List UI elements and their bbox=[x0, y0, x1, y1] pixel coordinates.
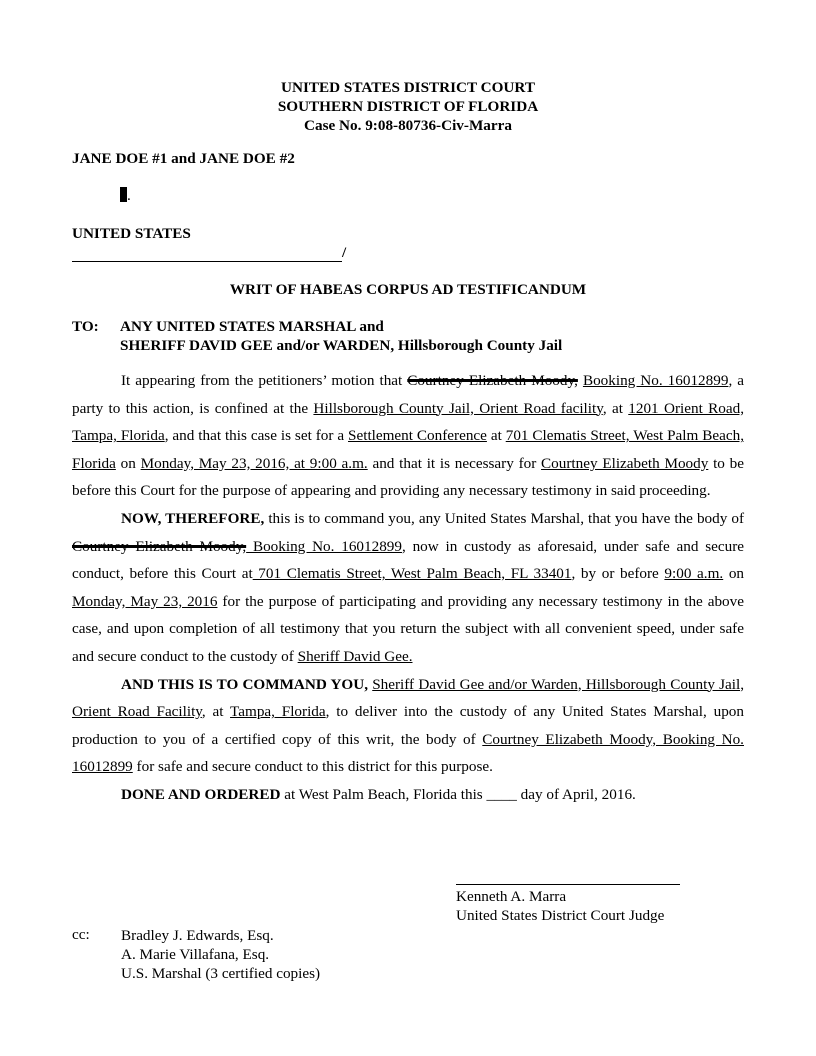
signature-line bbox=[456, 884, 680, 885]
court-name: UNITED STATES DISTRICT COURT bbox=[281, 79, 535, 96]
redaction-block bbox=[120, 187, 127, 202]
caption-slash: / bbox=[342, 244, 347, 261]
cc-recipient: U.S. Marshal (3 certified copies) bbox=[121, 965, 321, 982]
redacted-name: Courtney Elizabeth Moody, bbox=[72, 537, 247, 555]
court-header bbox=[0, 78, 816, 135]
judge-title: United States District Court Judge bbox=[456, 907, 665, 924]
body bbox=[72, 367, 744, 809]
text: for safe and secure conduct to this district for this purpose. bbox=[132, 758, 493, 776]
hearing-time: 9:00 a.m. bbox=[664, 565, 724, 583]
court-address: 701 Clematis Street, West Palm Beach, FL 33401 bbox=[252, 565, 572, 583]
facility-address: 1201 Orient Road, Tampa, Florida bbox=[72, 399, 744, 445]
cc-list bbox=[121, 926, 320, 983]
text: on bbox=[115, 454, 141, 472]
text: , now in custody as aforesaid, under safe and secure conduct, before this Court at bbox=[72, 537, 745, 583]
event: Settlement Conference bbox=[348, 427, 487, 445]
facility: Hillsborough County Jail, Orient Road facility bbox=[313, 399, 603, 417]
versus-line bbox=[120, 187, 131, 205]
subject-name: Courtney Elizabeth Moody bbox=[541, 454, 709, 472]
sheriff-name: Sheriff David Gee. bbox=[297, 647, 413, 665]
to-recipient-1: ANY UNITED STATES MARSHAL and bbox=[120, 318, 384, 335]
cc-recipient: Bradley J. Edwards, Esq. bbox=[121, 927, 274, 944]
text: , by or before bbox=[571, 565, 665, 583]
defendant: UNITED STATES bbox=[72, 225, 191, 242]
cc-recipient: A. Marie Villafana, Esq. bbox=[121, 946, 270, 963]
hearing-date: Monday, May 23, 2016 bbox=[72, 592, 218, 610]
text: , to deliver into the custody of any United States Marshal, upon production to you of a certified copy of this writ, the body of bbox=[72, 703, 744, 748]
hearing-date: Monday, May 23, 2016, at 9:00 a.m. bbox=[140, 454, 368, 472]
lead-command: AND THIS IS TO COMMAND YOU, bbox=[121, 675, 369, 693]
text: to be before this Court for the purpose of appearing and providing any necessary testimony in said proceeding. bbox=[72, 454, 744, 500]
caption-underline bbox=[72, 247, 342, 262]
city: Tampa, Florida bbox=[230, 703, 326, 721]
custodian: Sheriff David Gee and/or Warden, Hillsborough County Jail, Orient Road Facility bbox=[72, 675, 744, 721]
paragraph-1 bbox=[72, 367, 744, 505]
text: It appearing from the petitioners’ motion that bbox=[121, 372, 408, 389]
subject-name: Courtney Elizabeth Moody, Booking No. 16012899 bbox=[72, 730, 744, 776]
text: , at bbox=[602, 399, 629, 417]
text: this is to command you, any United States Marshal, that you have the body of bbox=[264, 509, 745, 527]
caption-rule bbox=[72, 244, 346, 262]
paragraph-2 bbox=[72, 505, 744, 671]
versus-mark: . bbox=[127, 187, 131, 204]
court-address: 701 Clematis Street, West Palm Beach, Florida bbox=[72, 427, 744, 472]
judge-name: Kenneth A. Marra bbox=[456, 888, 567, 905]
text: at bbox=[486, 427, 506, 445]
paragraph-3 bbox=[72, 671, 744, 781]
text: on bbox=[723, 565, 745, 583]
case-number: Case No. 9:08-80736-Civ-Marra bbox=[304, 117, 512, 134]
booking-number: Booking No. 16012899 bbox=[246, 537, 402, 555]
to-recipient-2: SHERIFF DAVID GEE and/or WARDEN, Hillsborough County Jail bbox=[120, 337, 563, 354]
text: , and that this case is set for a bbox=[164, 427, 349, 445]
booking-number: Booking No. 16012899 bbox=[582, 372, 729, 389]
district-name: SOUTHERN DISTRICT OF FLORIDA bbox=[277, 98, 539, 115]
text: and that it is necessary for bbox=[367, 454, 542, 472]
to-label: TO: bbox=[72, 318, 99, 335]
plaintiffs: JANE DOE #1 and JANE DOE #2 bbox=[72, 150, 295, 167]
text: , at bbox=[201, 703, 231, 721]
text: , a party to this action, is confined at the bbox=[72, 372, 745, 417]
document-title: WRIT OF HABEAS CORPUS AD TESTIFICANDUM bbox=[229, 281, 587, 298]
redacted-name: Courtney Elizabeth Moody, bbox=[407, 372, 578, 389]
cc-label: cc: bbox=[72, 926, 90, 943]
text: at West Palm Beach, Florida this ____ day of April, 2016. bbox=[280, 785, 636, 803]
text: for the purpose of participating and providing any necessary testimony in the above case, and upon completion of all testimony that you return the subject with all convenient speed, under safe and secure conduct to the custody of bbox=[72, 592, 744, 665]
paragraph-4 bbox=[72, 781, 744, 809]
lead-now-therefore: NOW, THEREFORE, bbox=[121, 509, 265, 527]
lead-done-ordered: DONE AND ORDERED bbox=[121, 785, 281, 803]
